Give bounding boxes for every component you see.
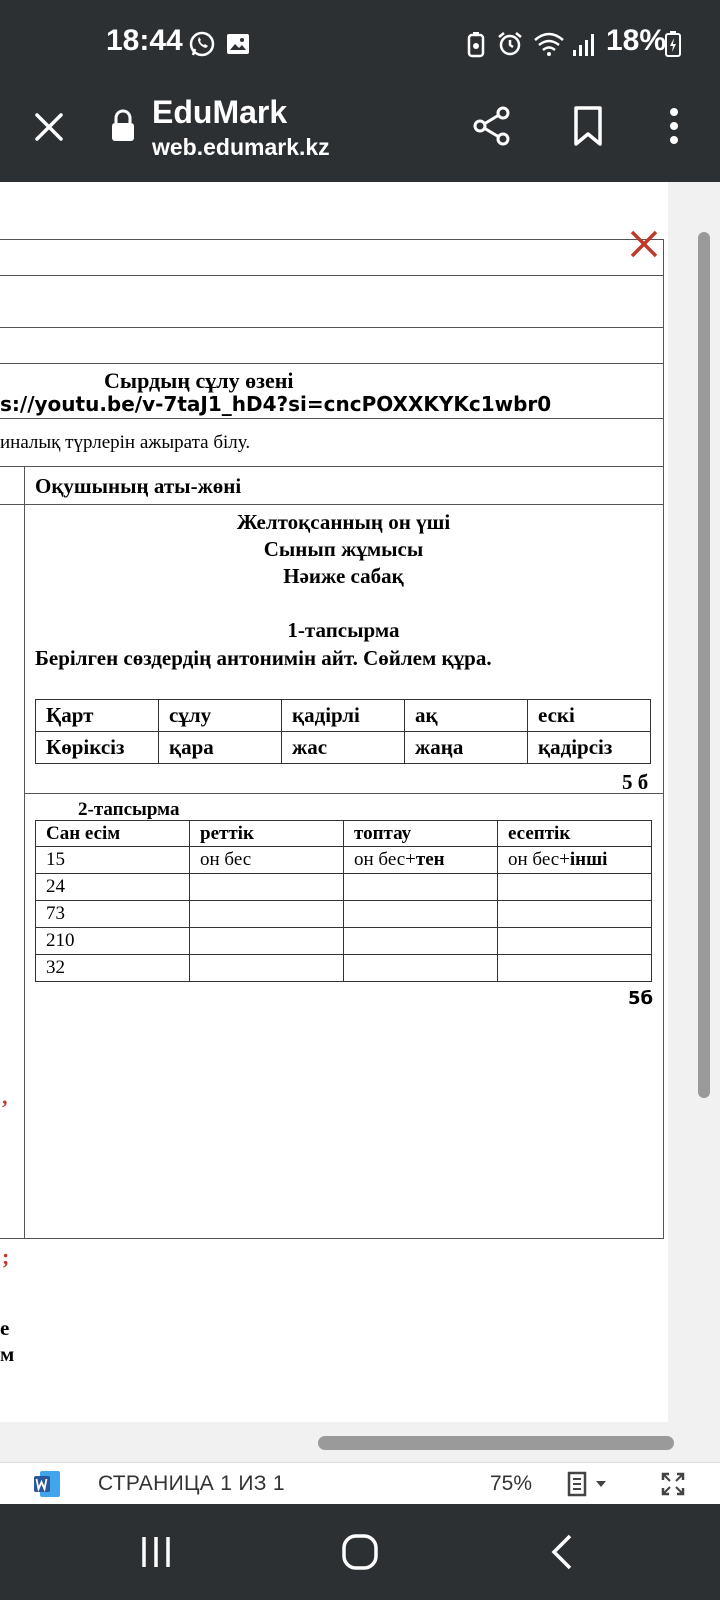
table-row (36, 847, 652, 874)
table-cell: он бес (190, 847, 344, 874)
table-cell: жас (282, 732, 405, 764)
vertical-scrollbar[interactable] (698, 232, 710, 1098)
table-cell: қара (159, 732, 282, 764)
table-row (36, 700, 651, 732)
battery-saver-icon (462, 30, 490, 58)
table-cell (344, 847, 498, 874)
table-cell (498, 901, 652, 928)
table-row (36, 928, 652, 955)
table-cell: 210 (36, 928, 190, 955)
counting-base: он бес+ (508, 849, 570, 870)
task1-score: 5 б (622, 770, 649, 794)
task1-instruction: Берілген сөздердің антонимін айт. Сөйлем құра. (35, 646, 492, 670)
work-type: Сынып жұмысы (263, 537, 424, 561)
table-cell (344, 901, 498, 928)
table-cell (498, 955, 652, 982)
whatsapp-icon (188, 30, 216, 58)
table-border (0, 327, 663, 328)
table-border (0, 239, 663, 240)
table-cell (344, 955, 498, 982)
table-cell: қадірлі (282, 700, 405, 732)
table-cell (344, 874, 498, 901)
table-border (24, 793, 663, 794)
table-cell: 32 (36, 955, 190, 982)
video-link[interactable]: s://youtu.be/v-7taJ1_hD4?si=cncPOXXKYKc1wbr0 (0, 392, 552, 416)
table-cell: жаңа (405, 732, 528, 764)
table-cell: 15 (36, 847, 190, 874)
table-row (36, 955, 652, 982)
site-url[interactable]: web.edumark.kz (152, 134, 330, 160)
subject: Нәиже сабақ (283, 564, 404, 588)
home-icon[interactable] (340, 1532, 380, 1572)
table-cell (498, 928, 652, 955)
table-cell: 24 (36, 874, 190, 901)
table-border (663, 239, 664, 1239)
browser-app-bar (0, 88, 720, 182)
table-border (0, 418, 663, 419)
collective-base: он бес+ (354, 849, 416, 870)
signal-icon (570, 30, 598, 58)
recent-apps-icon[interactable] (138, 1534, 174, 1570)
table-cell: қадірсіз (528, 732, 651, 764)
lesson-heading: Сырдың сұлу өзені (104, 368, 294, 393)
lock-icon (110, 108, 136, 144)
margin-fragment: м (0, 1342, 15, 1366)
table-header-cell: Сан есім (36, 821, 190, 847)
table-header-cell: реттік (190, 821, 344, 847)
battery-charging-icon (664, 30, 682, 58)
word-icon (32, 1469, 62, 1499)
margin-comma: , (2, 1084, 8, 1109)
table-cell: 73 (36, 901, 190, 928)
table-cell (498, 847, 652, 874)
bookmark-icon[interactable] (570, 104, 606, 148)
view-mode-icon[interactable] (566, 1471, 612, 1497)
page-indicator: СТРАНИЦА 1 ИЗ 1 (98, 1472, 285, 1495)
antonym-table (35, 699, 651, 764)
margin-fragment: е (0, 1316, 10, 1340)
margin-semicolon: ; (2, 1244, 10, 1269)
collective-suffix: тен (415, 849, 445, 870)
table-cell (190, 928, 344, 955)
horizontal-scrollbar[interactable] (318, 1436, 674, 1450)
close-icon[interactable] (32, 110, 66, 144)
numeral-table (35, 820, 652, 982)
wifi-icon (532, 30, 566, 58)
table-cell (190, 874, 344, 901)
site-title: EduMark (152, 94, 288, 130)
table-row (36, 732, 651, 764)
table-border (0, 363, 663, 364)
table-cell: ескі (528, 700, 651, 732)
table-cell (190, 955, 344, 982)
document-page (0, 182, 668, 1422)
table-header-row (36, 821, 652, 847)
fullscreen-icon[interactable] (660, 1471, 686, 1497)
table-header-cell: есептік (498, 821, 652, 847)
task1-title: 1-тапсырма (287, 618, 400, 642)
table-header-cell: топтау (344, 821, 498, 847)
counting-suffix: інші (569, 849, 608, 870)
date-line: Желтоқсанның он үші (236, 510, 451, 534)
table-border (0, 504, 663, 505)
table-border (0, 466, 663, 467)
back-icon[interactable] (548, 1532, 576, 1572)
table-cell (344, 928, 498, 955)
table-row (36, 901, 652, 928)
table-cell (190, 901, 344, 928)
table-cell: сұлу (159, 700, 282, 732)
task2-title: 2-тапсырма (78, 799, 180, 820)
status-time: 18:44 (106, 24, 183, 57)
alarm-icon (496, 30, 524, 58)
task2-score: 5б (628, 988, 654, 1009)
share-icon[interactable] (470, 104, 514, 148)
table-cell (498, 874, 652, 901)
table-border (0, 1238, 663, 1239)
document-toolbar (0, 1462, 720, 1504)
close-icon[interactable] (628, 228, 660, 260)
table-cell: Қарт (36, 700, 159, 732)
zoom-level[interactable]: 75% (490, 1472, 533, 1495)
student-name-label: Оқушының аты-жөні (35, 474, 242, 498)
table-cell: ақ (405, 700, 528, 732)
lesson-objective: иналық түрлерін ажырата білу. (0, 432, 251, 453)
battery-percent: 18% (606, 24, 667, 57)
navigation-bar (0, 1504, 720, 1600)
status-bar (0, 0, 720, 88)
more-icon[interactable] (664, 104, 684, 148)
gallery-icon (224, 30, 252, 58)
table-row (36, 874, 652, 901)
table-border (0, 275, 663, 276)
document-viewport[interactable] (0, 182, 720, 1472)
table-cell: Көріксіз (36, 732, 159, 764)
